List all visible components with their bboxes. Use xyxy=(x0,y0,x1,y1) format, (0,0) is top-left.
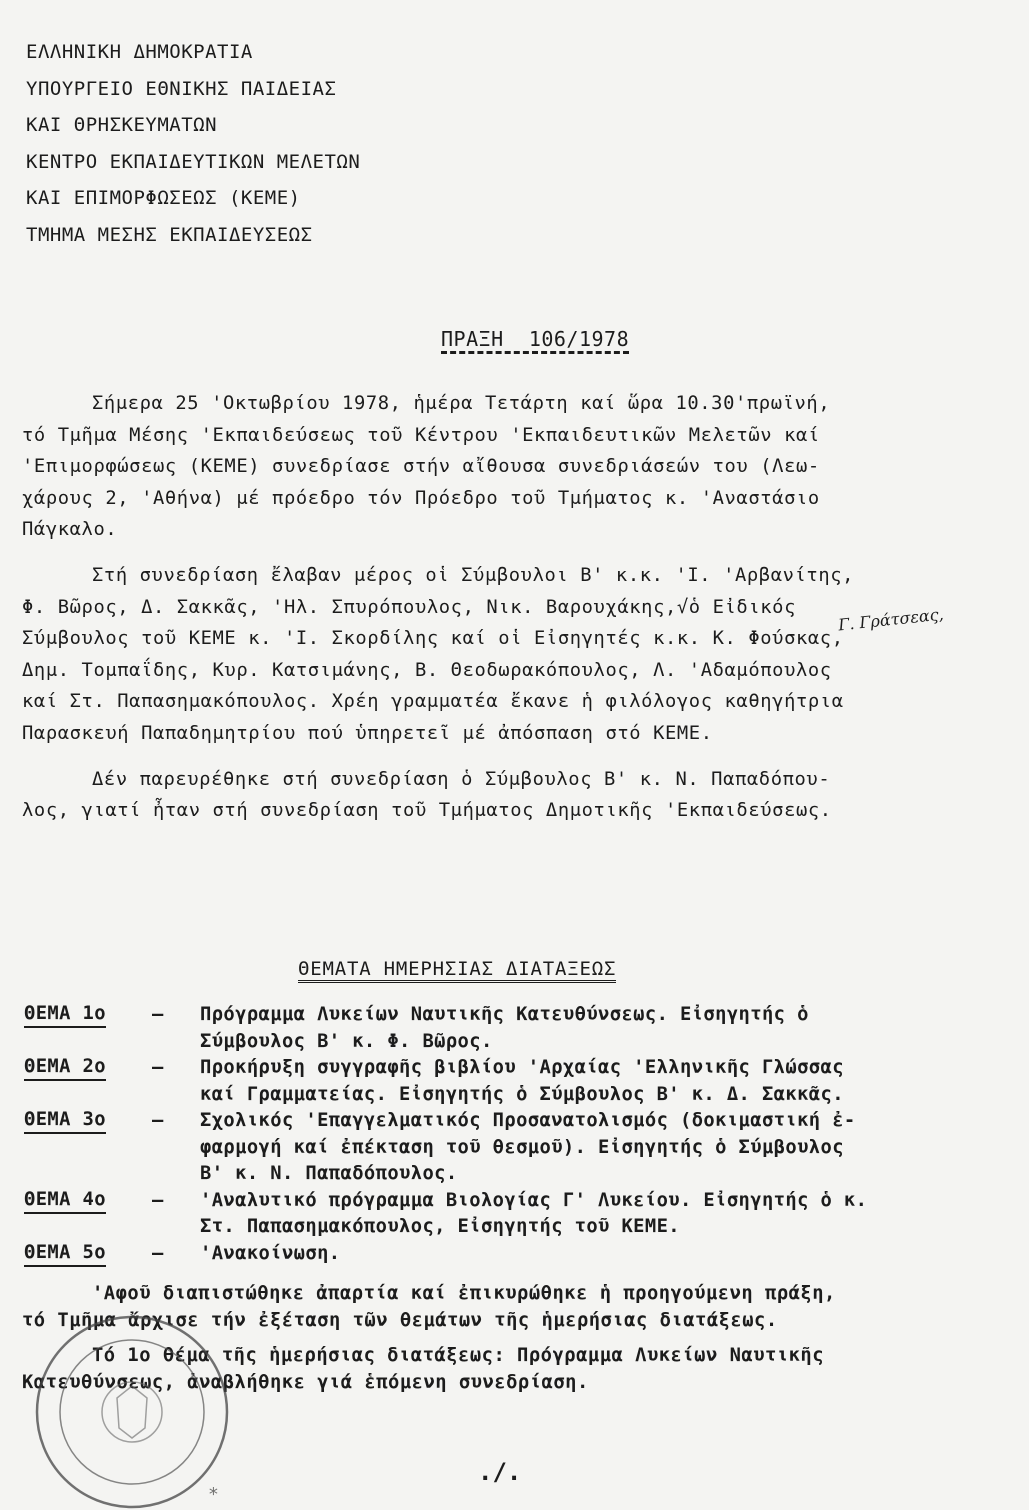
text-line: χάρους 2, 'Αθήνα) μέ πρόεδρο τόν Πρόεδρο τοῦ Τμήματος κ. 'Αναστάσιο xyxy=(22,487,820,509)
text-line: 'Επιμορφώσεως (ΚΕΜΕ) συνεδρίασε στήν αἴθουσα συνεδριάσεών του (Λεω- xyxy=(22,456,820,478)
text-line: Τό 1ο θέμα τῆς ἡμερήσιας διατάξεως: Πρόγραμμα Λυκείων Ναυτικῆς xyxy=(92,1345,825,1366)
agenda-item-4 xyxy=(24,1188,1014,1241)
agenda-item-5 xyxy=(24,1241,1014,1268)
agenda-list xyxy=(24,1002,1014,1267)
agenda-item-label: ΘΕΜΑ 4ο xyxy=(24,1188,106,1214)
text-line: Κατευθύνσεως, ἀναβλήθηκε γιά ἑπόμενη συνεδρίαση. xyxy=(22,1372,589,1393)
text-line: 'Αφοῦ διαπιστώθηκε ἀπαρτία καί ἐπικυρώθηκε ἡ προηγούμενη πράξη, xyxy=(92,1283,836,1304)
agenda-item-text: Σχολικός 'Επαγγελματικός Προσανατολισμός (δοκιμαστική ἐ- xyxy=(200,1110,856,1131)
agenda-item-text: Β' κ. Ν. Παπαδόπουλος. xyxy=(200,1163,458,1184)
text-line: Δημ. Τομπαΐδης, Κυρ. Κατσιμάνης, Β. Θεοδωρακόπουλος, Λ. 'Αδαμόπουλος xyxy=(22,659,832,681)
agenda-item-text: 'Ανακοίνωση. xyxy=(200,1242,341,1264)
agenda-item-label: ΘΕΜΑ 2ο xyxy=(24,1055,106,1081)
agenda-item-label: ΘΕΜΑ 5ο xyxy=(24,1241,106,1267)
agenda-item-2 xyxy=(24,1055,1014,1108)
agenda-item-1 xyxy=(24,1002,1014,1055)
text-line: Δέν παρευρέθηκε στή συνεδρίαση ὁ Σύμβουλος Β' κ. Ν. Παπαδόπου- xyxy=(92,768,831,790)
agenda-item-text: Σύμβουλος Β' κ. Φ. Βῶρος. xyxy=(200,1030,493,1052)
agenda-dash: – xyxy=(152,1189,164,1211)
document-title xyxy=(441,325,629,354)
text-line: Σύμβουλος τοῦ ΚΕΜΕ κ. 'Ι. Σκορδίλης καί οἱ Εἰσηγητές κ.κ. Κ. Φούσκας, xyxy=(22,628,844,650)
agenda-item-text: φαρμογή καί ἐπέκταση τοῦ θεσμοῦ). Εἰσηγητής ὁ Σύμβουλος xyxy=(200,1136,844,1158)
text-line: Φ. Βῶρος, Δ. Σακκᾶς, 'Ηλ. Σπυρόπουλος, Νικ. Βαρουχάκης,√ὁ Εἰδικός xyxy=(22,596,796,618)
text-line: Σήμερα 25 'Οκτωβρίου 1978, ἡμέρα Τετάρτη καί ὥρα 10.30'πρωϊνή, xyxy=(92,393,831,414)
agenda-title: ΘΕΜΑΤΑ ΗΜΕΡΗΣΙΑΣ ΔΙΑΤΑΞΕΩΣ xyxy=(298,956,616,983)
minutes-body xyxy=(22,388,1012,827)
svg-text:*: * xyxy=(208,1484,219,1505)
text-line: καί Στ. Παπασημακόπουλος. Χρέη γραμματέα ἔκανε ἡ φιλόλογος καθηγήτρια xyxy=(22,691,844,713)
agenda-item-label: ΘΕΜΑ 1ο xyxy=(24,1002,106,1028)
letterhead-line-4: ΚΕΝΤΡΟ ΕΚΠΑΙΔΕΥΤΙΚΩΝ ΜΕΛΕΤΩΝ xyxy=(26,150,361,173)
agenda-dash: – xyxy=(152,1110,164,1131)
text-line: Παρασκευή Παπαδημητρίου πού ὑπηρετεῖ μέ ἀπόσπαση στό ΚΕΜΕ. xyxy=(22,722,713,744)
text-line: λος, γιατί ἦταν στή συνεδρίαση τοῦ Τμήματος Δημοτικῆς 'Εκπαιδεύσεως. xyxy=(22,800,832,822)
agenda-dash: – xyxy=(152,1004,164,1025)
text-line: Πάγκαλο. xyxy=(22,519,118,541)
agenda-item-label: ΘΕΜΑ 3ο xyxy=(24,1108,106,1134)
text-line: τό Τμῆμα ἄρχισε τήν ἐξέταση τῶν θεμάτων τῆς ἡμερήσιας διατάξεως. xyxy=(22,1310,778,1331)
agenda-item-text: καί Γραμματείας. Εἰσηγητής ὁ Σύμβουλος Β' κ. Δ. Σακκᾶς. xyxy=(200,1083,844,1105)
agenda-item-text: Προκήρυξη συγγραφῆς βιβλίου 'Αρχαίας 'Ελληνικῆς Γλώσσας xyxy=(200,1057,844,1078)
agenda-item-3 xyxy=(24,1108,1014,1188)
page-continuation-mark: ./. xyxy=(478,1458,522,1486)
agenda-item-text: Πρόγραμμα Λυκείων Ναυτικῆς Κατευθύνσεως. Εἰσηγητής ὁ xyxy=(200,1004,809,1025)
agenda-item-text: Στ. Παπασημακόπουλος, Εἰσηγητής τοῦ ΚΕΜΕ. xyxy=(200,1216,680,1237)
title-number: 106/1978 xyxy=(528,327,630,351)
letterhead xyxy=(26,34,360,254)
letterhead-line-5: ΚΑΙ ΕΠΙΜΟΡΦΩΣΕΩΣ (ΚΕΜΕ) xyxy=(26,187,301,210)
agenda-item-text: 'Αναλυτικό πρόγραμμα Βιολογίας Γ' Λυκείου. Εἰσηγητής ὁ κ. xyxy=(200,1189,868,1211)
letterhead-line-2: ΥΠΟΥΡΓΕΙΟ ΕΘΝΙΚΗΣ ΠΑΙΔΕΙΑΣ xyxy=(26,77,337,100)
handwritten-note: Γ. Γράτσεας, xyxy=(837,604,945,635)
text-line: τό Τμῆμα Μέσης 'Εκπαιδεύσεως τοῦ Κέντρου 'Εκπαιδευτικῶν Μελετῶν καί xyxy=(22,424,820,446)
letterhead-line-3: ΚΑΙ ΘΡΗΣΚΕΥΜΑΤΩΝ xyxy=(26,114,218,137)
official-seal-stamp xyxy=(12,1300,262,1510)
agenda-dash: – xyxy=(152,1057,164,1078)
title-prefix: ΠΡΑΞΗ xyxy=(441,327,504,351)
text-line: Στή συνεδρίαση ἔλαβαν μέρος οἱ Σύμβουλοι Β' κ.κ. 'Ι. 'Αρβανίτης, xyxy=(92,564,855,586)
agenda-dash: – xyxy=(152,1242,164,1264)
letterhead-line-1: ΕΛΛΗΝΙΚΗ ΔΗΜΟΚΡΑΤΙΑ xyxy=(26,41,253,63)
letterhead-line-6: ΤΜΗΜΑ ΜΕΣΗΣ ΕΚΠΑΙΔΕΥΣΕΩΣ xyxy=(26,223,313,246)
